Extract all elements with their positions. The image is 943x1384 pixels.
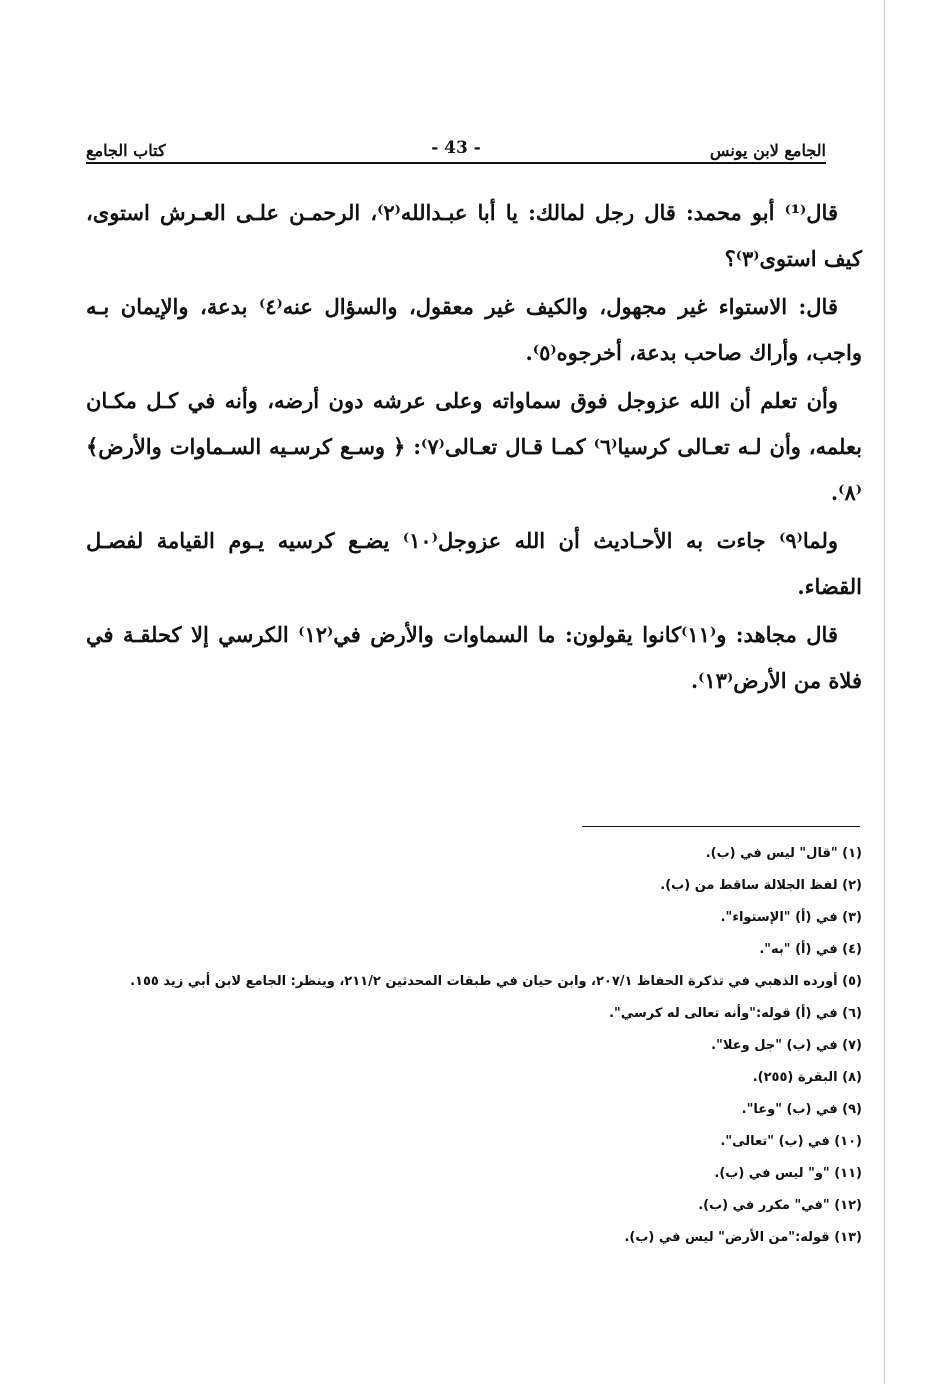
footnote-item: (١٠) في (ب) "تعالى". (720, 1134, 862, 1149)
footnote-item: (١) "قال" ليس في (ب). (705, 846, 862, 861)
header-book-title: الجامع لابن يونس (709, 141, 826, 160)
paragraph: قال⁽¹⁾ أبو محمد: قال رجل لمالك: يا أبا عبـدالله⁽٢⁾، الرحمـن علـى العـرش استوى، كيف استوى⁽٣⁾؟ (86, 200, 862, 271)
footnote-item: (٦) في (أ) قوله:"وأنه تعالى له كرسي". (609, 1006, 862, 1021)
footnote-item: (١١) "و" ليس في (ب). (714, 1166, 862, 1181)
footnote-separator (582, 826, 860, 827)
footnote-item: (٩) في (ب) "وعا". (741, 1102, 862, 1117)
main-text (86, 190, 862, 706)
header-rule (86, 162, 826, 164)
footnote-item: (٥) أورده الذهبي في تذكرة الحفاظ ٢٠٧/١، وابن حيان في طبقات المحدثين ٢١١/٢، وينظر: الجامع لابن أبي زيد ١٥٥. (130, 974, 862, 989)
paragraph: وأن تعلم أن الله عزوجل فوق سماواته وعلى عرشه دون أرضه، وأنه في كـل مكـان بعلمه، وأن لـه تعـالى كرسيا⁽٦⁾ كمـا قـال تعـالى⁽٧⁾: ﴿ وسـع كرسـيه السـماوات والأرض﴾⁽٨⁾. (86, 388, 862, 505)
page-edge-divider (884, 0, 885, 1384)
paragraph: قال: الاستواء غير مجهول، والكيف غير معقول، والسؤال عنه⁽٤⁾ بدعة، والإيمان بـه واجب، وأراك صاحب بدعة، أخرجوه⁽٥⁾. (86, 294, 862, 365)
footnote-item: (٢) لفظ الجلالة ساقط من (ب). (660, 878, 862, 893)
page-number: - 43 - (431, 138, 481, 158)
footnote-item: (٤) في (أ) "به". (759, 942, 862, 957)
paragraph: ولما⁽٩⁾ جاءت به الأحـاديث أن الله عزوجل⁽١٠⁾ يضـع كرسيه يـوم القيامة لفصـل القضاء. (86, 528, 862, 599)
footnote-item: (١٢) "في" مكرر في (ب). (698, 1198, 862, 1213)
footnote-item: (٨) البقرة (٢٥٥). (752, 1070, 862, 1085)
page-header (86, 128, 826, 160)
footnote-item: (٧) في (ب) "جل وعلا". (711, 1038, 862, 1053)
header-section-title: كتاب الجامع (86, 141, 166, 160)
footnotes (86, 838, 862, 1254)
paragraph: قال مجاهد: و⁽١١⁾كانوا يقولون: ما السماوات والأرض في⁽١٢⁾ الكرسي إلا كحلقـة في فلاة من الأرض⁽١٣⁾. (86, 622, 862, 693)
footnote-item: (١٣) قوله:"من الأرض" ليس في (ب). (624, 1230, 862, 1245)
footnote-item: (٣) في (أ) "الإستواء". (720, 910, 862, 925)
